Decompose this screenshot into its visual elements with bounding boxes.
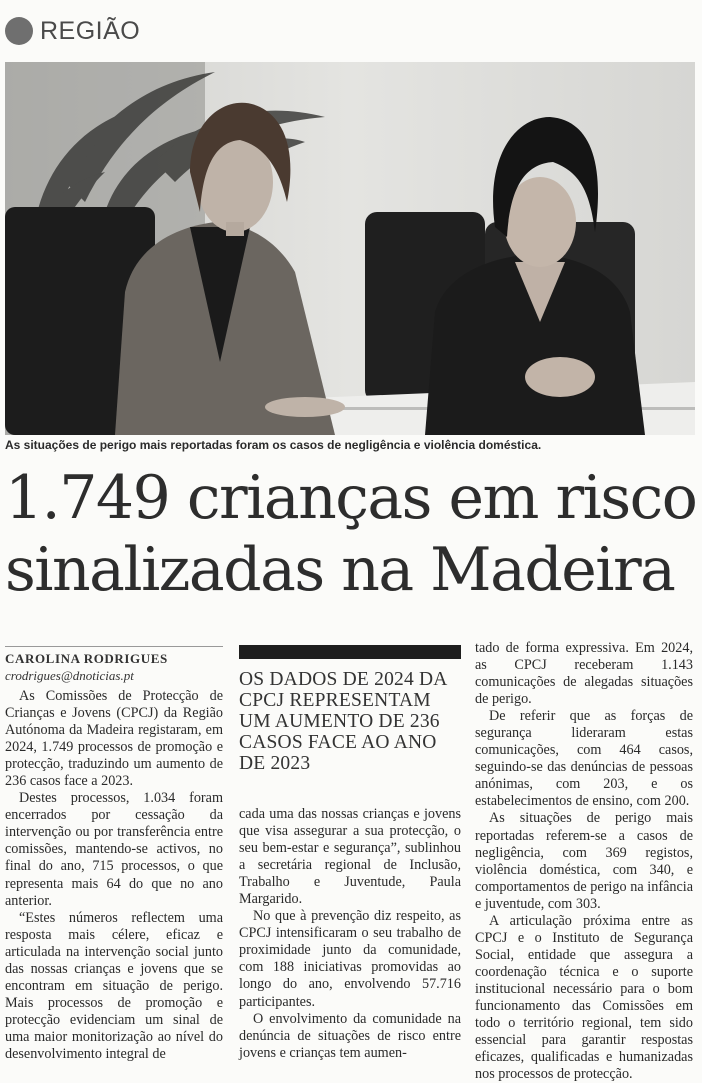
- paragraph: O envolvimento da comunidade na denúncia de situações de risco entre jovens e crianças tem aumen-: [239, 1010, 461, 1061]
- headline-line-1: 1.749 crianças em risco: [5, 463, 697, 533]
- paragraph: As Comissões de Protecção de Crianças e Jovens (CPCJ) da Região Autónoma da Madeira registaram, em 2024, 1.749 processos de promoção e protecção, traduzindo um aumento de 236 casos face a 2023.: [5, 688, 223, 790]
- article-column-3: [475, 640, 693, 1083]
- photo-illustration: [5, 62, 695, 435]
- paragraph: A articulação próxima entre as CPCJ e o Instituto de Segurança Social, entidade que assegura a coordenação técnica e o suporte institucional necessário para o bom funcionamento das Comissões em todo o território regional, tem sido essencial para garantir respostas eficazes, qualificadas e humanizadas nos processos de protecção.: [475, 912, 693, 1083]
- section-label: REGIÃO: [40, 16, 141, 45]
- author-email[interactable]: crodrigues@dnoticias.pt: [5, 668, 134, 683]
- byline: [5, 651, 223, 684]
- paragraph: As situações de perigo mais reportadas referem-se a casos de negligência, com 369 registos, violência doméstica, com 340, e comportamentos de perigo na infância e juventude, com 303.: [475, 810, 693, 912]
- headline-line-2: sinalizadas na Madeira: [5, 535, 675, 605]
- paragraph: No que à prevenção diz respeito, as CPCJ intensificaram o seu trabalho de proximidade junto da comunidade, com 188 iniciativas promovidas ao longo do ano, envolvendo 57.716 participantes.: [239, 908, 461, 1010]
- paragraph: tado de forma expressiva. Em 2024, as CPCJ receberam 1.143 comunicações de alegadas situações de perigo.: [475, 640, 693, 708]
- photo-caption: As situações de perigo mais reportadas foram os casos de negligência e violência doméstica.: [5, 438, 542, 452]
- paragraph: cada uma das nossas crianças e jovens que visa assegurar a sua protecção, o seu bem-estar e segurança”, sublinhou a secretária regional de Inclusão, Trabalho e Juventude, Paula Margarido.: [239, 806, 461, 908]
- section-dot-icon: [5, 17, 33, 45]
- pull-quote-text: OS DADOS DE 2024 DA CPCJ REPRESENTAM UM AUMENTO DE 236 CASOS FACE AO ANO DE 2023: [239, 669, 447, 774]
- pull-quote: [239, 645, 461, 774]
- section-header: [5, 15, 140, 47]
- paragraph: “Estes números reflectem uma resposta mais célere, eficaz e articulada na intervenção social junto das nossas crianças e jovens que se encontram em situação de perigo. Mais processos de promoção e protecção evidenciam um sinal de uma maior monitorização ao nível do desenvolvimento integral de: [5, 909, 223, 1062]
- headline: [5, 462, 697, 606]
- byline-rule: [5, 646, 223, 647]
- paragraph: Destes processos, 1.034 foram encerrados por cessação da intervenção ou por transferência entre comissões, mantendo-se activos, no final do ano, 715 processos, o que representa mais 64 do que no ano anterior.: [5, 790, 223, 909]
- article-photo: [5, 62, 695, 435]
- pull-quote-bar: [239, 645, 461, 659]
- paragraph: De referir que as forças de segurança lideraram estas comunicações, com 464 casos, seguindo-se das denúncias de pessoas anónimas, com 203, e os estabelecimentos de ensino, com 200.: [475, 708, 693, 810]
- author-name: CAROLINA RODRIGUES: [5, 651, 168, 666]
